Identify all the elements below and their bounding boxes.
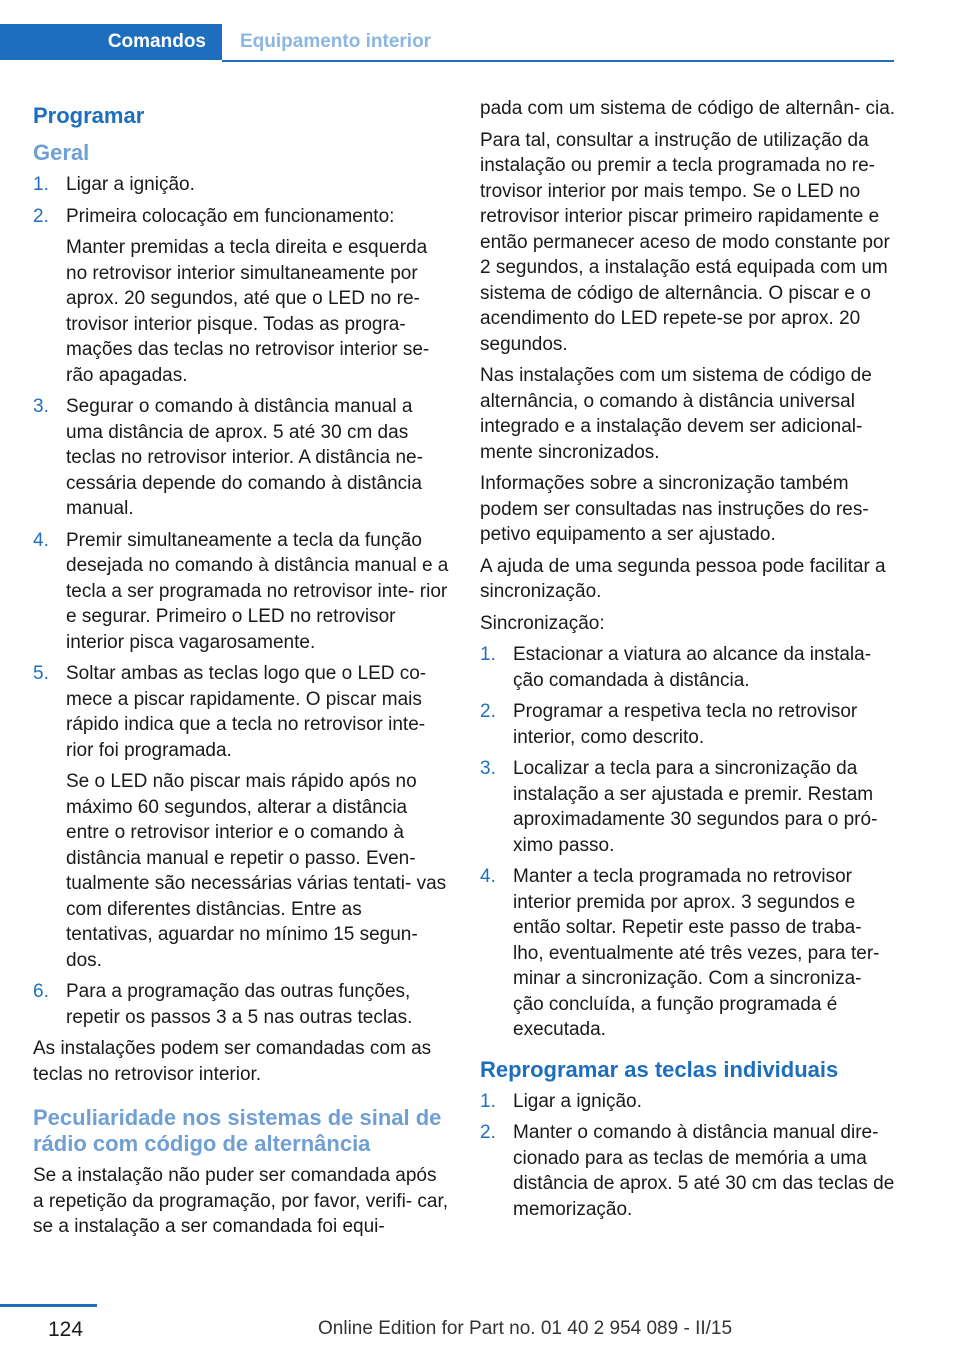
- heading-reprogramar: Reprogramar as teclas individuais: [480, 1056, 839, 1082]
- step-number: 1.: [480, 644, 496, 665]
- list-item: [480, 699, 896, 750]
- list-item: [480, 1120, 896, 1222]
- heading-programar: Programar: [33, 103, 145, 128]
- step-number: 3.: [33, 396, 49, 417]
- step-number: 1.: [480, 1090, 496, 1112]
- step-note: Manter premidas a tecla direita e esquerda no retrovisor interior simultaneamente por aprox. 20 segundos, até que o LED no re‐ trovisor interior pisque. Todas as progra‐ mações das teclas no retrovisor interior se‐ rão apagadas.: [66, 237, 430, 386]
- body-paragraph: Se a instalação não puder ser comandada após a repetição da programação, por favor, verifi‐ car, se a instalação a ser comandada foi equi‐: [33, 1165, 449, 1237]
- page-number: 124: [48, 1318, 84, 1341]
- section-tab-comandos: Comandos: [0, 24, 222, 60]
- right-column: [480, 96, 896, 1228]
- body-paragraph: pada com um sistema de código de alternân‐ cia.: [480, 98, 896, 119]
- step-text: Soltar ambas as teclas logo que o LED co‐ mece a piscar rapidamente. O piscar mais rápido indica que a tecla no retrovisor inte‐ rior foi programada.: [66, 663, 427, 761]
- step-number: 2.: [33, 205, 49, 227]
- body-paragraph: Nas instalações com um sistema de código de alternância, o comando à distância universal integrado e a instalação devem ser adicional‐ mente sincronizados.: [480, 365, 872, 463]
- step-number: 3.: [480, 758, 496, 779]
- step-number: 2.: [480, 701, 496, 722]
- body-paragraph: Informações sobre a sincronização também podem ser consultadas nas instruções do res‐ petivo equipamento a ser ajustado.: [480, 473, 869, 545]
- edition-footer: Online Edition for Part no. 01 40 2 954 089 - II/15: [318, 1318, 733, 1339]
- step-number: 2.: [480, 1122, 496, 1143]
- list-item: [480, 864, 896, 1043]
- body-paragraph: Para tal, consultar a instrução de utilização da instalação ou premir a tecla programada no re‐ trovisor interior por mais tempo. Se o LED no retrovisor interior piscar primeiro rapidamente e então permanecer aceso de modo constante por 2 segundos, a instalação está equipada com um sistema de código de alternância. O piscar e o acendimento do LED repete-se por aprox. 20 segundos.: [480, 129, 890, 355]
- step-note: Se o LED não piscar mais rápido após no máximo 60 segundos, alterar a distância entre o retrovisor interior e o comando à distância manual e repetir o passo. Even‐ tualmente são necessárias várias tentati‐ vas com diferentes distâncias. Entre as tentativas, aguardar no mínimo 15 segun‐ dos.: [66, 771, 447, 971]
- step-text: Estacionar a viatura ao alcance da instala‐ ção comandada à distância.: [513, 644, 872, 691]
- heading-peculiaridade: Peculiaridade nos sistemas de sinal de rádio com código de alternância: [33, 1105, 442, 1156]
- step-text: Para a programação das outras funções, repetir os passos 3 a 5 nas outras teclas.: [66, 981, 413, 1028]
- step-text: Manter o comando à distância manual dire‐ cionado para as teclas de memória a uma distância de aprox. 5 até 30 cm das teclas de memorização.: [513, 1122, 895, 1220]
- step-text: Localizar a tecla para a sincronização da instalação a ser ajustada e premir. Restam aproximadamente 30 segundos para o pró‐ ximo passo.: [513, 758, 878, 856]
- list-item: [33, 172, 449, 198]
- step-text: Programar a respetiva tecla no retrovisor interior, como descrito.: [513, 701, 858, 748]
- list-item: [33, 528, 449, 656]
- page-number-rule: [0, 1304, 97, 1307]
- sync-steps: [480, 642, 896, 1043]
- step-text: Ligar a ignição.: [513, 1090, 642, 1112]
- step-number: 4.: [480, 866, 496, 887]
- list-item: [480, 756, 896, 858]
- reprogram-steps: [480, 1089, 896, 1223]
- step-text: Manter a tecla programada no retrovisor interior premida por aprox. 3 segundos e então soltar. Repetir este passo de traba‐ lho, eventualmente até três vezes, para ter‐ minar a sincronização. Com a sincroniza‐ ção concluída, a função programada é executada.: [513, 866, 880, 1040]
- step-text: Primeira colocação em funcionamento:: [66, 205, 395, 227]
- step-number: 5.: [33, 663, 49, 684]
- body-paragraph: Sincronização:: [480, 612, 605, 634]
- list-item: [33, 204, 449, 389]
- step-text: Premir simultaneamente a tecla da função desejada no comando à distância manual e a tecla a ser programada no retrovisor inte‐ rior e segurar. Primeiro o LED no retrovisor interior pisca vagarosamente.: [66, 529, 449, 653]
- list-item: [33, 661, 449, 973]
- list-item: [480, 642, 896, 693]
- step-text: Ligar a ignição.: [66, 174, 195, 195]
- list-item: [480, 1089, 896, 1115]
- programming-steps: [33, 172, 449, 1030]
- list-item: [33, 979, 449, 1030]
- step-number: 1.: [33, 174, 49, 195]
- left-column: [33, 96, 449, 1246]
- body-paragraph: A ajuda de uma segunda pessoa pode facilitar a sincronização.: [480, 555, 886, 602]
- list-item: [33, 394, 449, 522]
- section-tab-equipamento: Equipamento interior: [240, 31, 432, 52]
- step-number: 6.: [33, 981, 49, 1002]
- heading-geral: Geral: [33, 140, 90, 165]
- body-paragraph: As instalações podem ser comandadas com as teclas no retrovisor interior.: [33, 1038, 432, 1085]
- header-rule: [222, 60, 894, 62]
- step-number: 4.: [33, 529, 49, 551]
- page-header: [0, 24, 431, 60]
- step-text: Segurar o comando à distância manual a uma distância de aprox. 5 até 30 cm das teclas no retrovisor interior. A distância ne‐ cessária depende do comando à distância manual.: [66, 396, 423, 519]
